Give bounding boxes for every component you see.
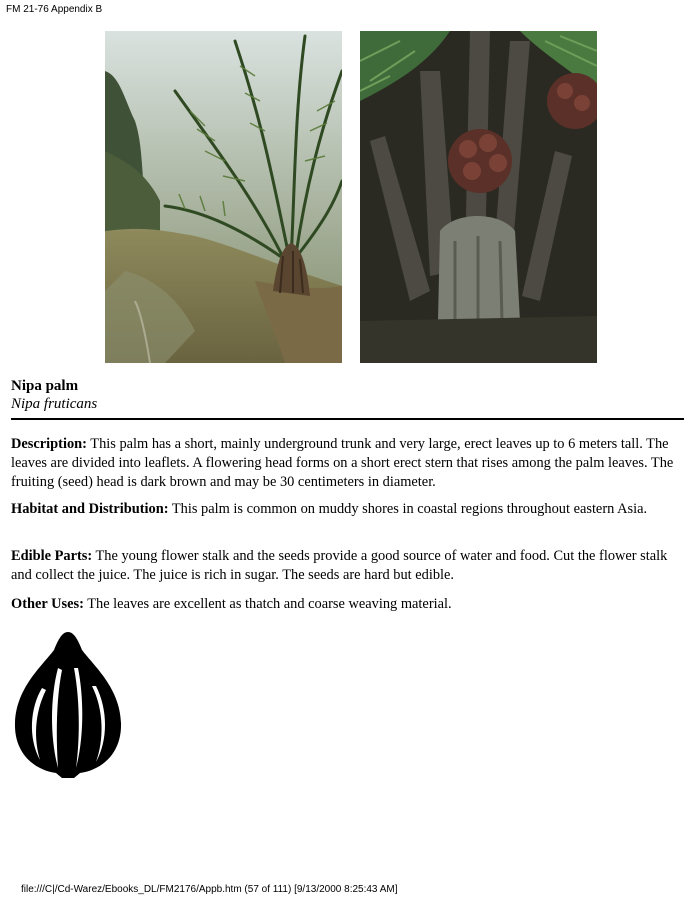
other-uses-paragraph bbox=[11, 595, 687, 614]
nipa-palm-fruit-head-photo bbox=[360, 31, 597, 363]
description-paragraph bbox=[11, 435, 687, 492]
plant-latin-name: Nipa fruticans bbox=[11, 396, 98, 412]
habitat-text: This palm is common on muddy shores in coastal regions throughout eastern Asia. bbox=[168, 501, 648, 517]
page-header: FM 21-76 Appendix B bbox=[6, 4, 103, 15]
section-divider bbox=[11, 418, 684, 420]
other-uses-text: The leaves are excellent as thatch and coarse weaving material. bbox=[83, 596, 452, 612]
other-uses-label: Other Uses: bbox=[11, 596, 84, 612]
nipa-palm-riverbank-photo bbox=[105, 31, 342, 363]
edible-parts-paragraph bbox=[11, 547, 687, 585]
description-label: Description: bbox=[11, 436, 87, 452]
description-text: This palm has a short, mainly underground trunk and very large, erect leaves up to 6 meters tall. The leaves are divided into leaflets. A flowering head forms on a short erect stern that rises among the palm leaves. The fruiting (seed) head is dark brown and may be 30 centimeters in diameter. bbox=[11, 436, 674, 490]
habitat-paragraph bbox=[11, 500, 687, 519]
page-footer: file:///C|/Cd-Warez/Ebooks_DL/FM2176/Appb.htm (57 of 111) [9/13/2000 8:25:43 AM] bbox=[21, 884, 398, 895]
edible-parts-text: The young flower stalk and the seeds provide a good source of water and food. Cut the flower stalk and collect the juice. The juice is rich in sugar. The seeds are hard but edible. bbox=[11, 548, 668, 583]
habitat-label: Habitat and Distribution: bbox=[11, 501, 169, 517]
edible-parts-label: Edible Parts: bbox=[11, 548, 93, 564]
seed-illustration-icon bbox=[12, 628, 124, 780]
plant-common-name: Nipa palm bbox=[11, 378, 79, 394]
